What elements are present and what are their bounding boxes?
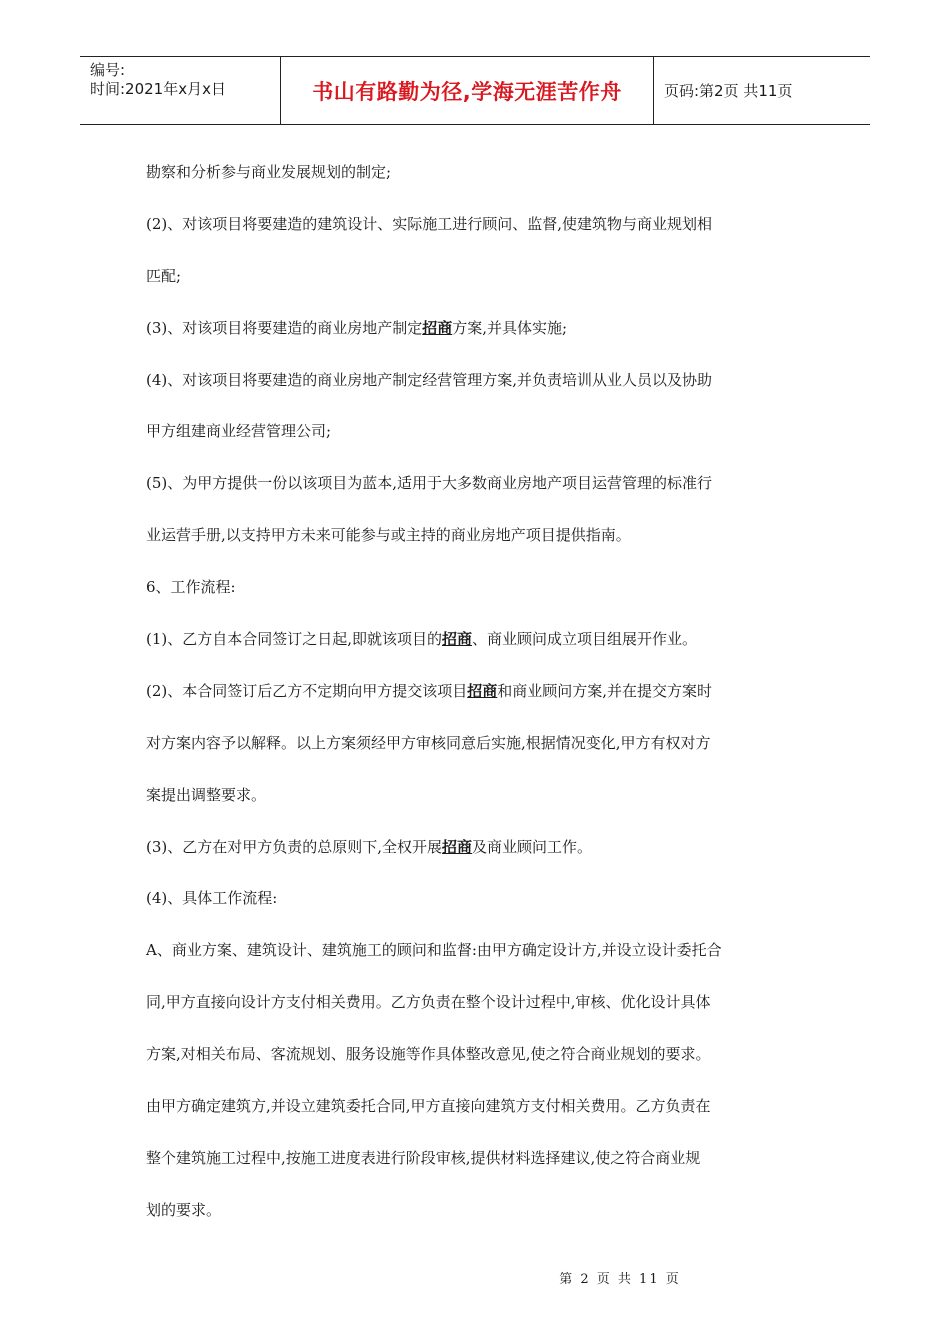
text-line: [146, 407, 816, 459]
text-line: [146, 200, 816, 252]
underlined-term: 招商: [467, 681, 498, 700]
text-line: [146, 459, 816, 511]
text-segment: (4)、对该项目将要建造的商业房地产制定经营管理方案,并负责培训从业人员以及协助: [146, 370, 713, 389]
text-line: [146, 304, 816, 356]
text-segment: 划的要求。: [146, 1200, 222, 1219]
text-line: [146, 719, 816, 771]
text-segment: 由甲方确定建筑方,并设立建筑委托合同,甲方直接向建筑方支付相关费用。乙方负责在: [146, 1097, 711, 1116]
text-line: [146, 563, 816, 615]
underlined-term: 招商: [442, 837, 473, 856]
text-line: [146, 252, 816, 304]
text-segment: 和商业顾问方案,并在提交方案时: [497, 681, 713, 700]
text-line: [146, 615, 816, 667]
text-segment: (3)、乙方在对甲方负责的总原则下,全权开展: [146, 837, 443, 856]
text-segment: 甲方组建商业经营管理公司;: [146, 422, 332, 441]
header-meta: [80, 57, 281, 124]
text-segment: 勘察和分析参与商业发展规划的制定;: [146, 163, 392, 181]
text-line: [146, 511, 816, 563]
text-segment: 整个建筑施工过程中,按施工进度表进行阶段审核,提供材料选择建议,使之符合商业规: [146, 1148, 701, 1167]
text-segment: (2)、本合同签订后乙方不定期向甲方提交该项目: [146, 681, 468, 700]
time-label: 时间:2021年x月x日: [90, 80, 226, 98]
text-segment: A、商业方案、建筑设计、建筑施工的顾问和监督:由甲方确定设计方,并设立设计委托合: [146, 941, 722, 960]
text-segment: 、商业顾问成立项目组展开作业。: [472, 630, 698, 649]
text-segment: 6、工作流程:: [146, 578, 236, 597]
text-line: [146, 1186, 816, 1238]
text-segment: 业运营手册,以支持甲方未来可能参与或主持的商业房地产项目提供指南。: [146, 526, 631, 545]
text-line: [146, 823, 816, 875]
text-segment: (1)、乙方自本合同签订之日起,即就该项目的: [146, 630, 443, 649]
text-line: [146, 874, 816, 926]
header-motto: 书山有路勤为径,学海无涯苦作舟: [281, 57, 654, 124]
text-line: [146, 1082, 816, 1134]
text-line: [146, 1134, 816, 1186]
page-footer: 第 2 页 共 11 页: [559, 1272, 681, 1287]
text-line: [146, 148, 816, 200]
text-segment: 匹配;: [146, 266, 182, 285]
underlined-term: 招商: [422, 318, 453, 337]
document-body: [146, 148, 816, 1238]
text-segment: 案提出调整要求。: [146, 785, 267, 804]
text-segment: (4)、具体工作流程:: [146, 889, 278, 908]
text-segment: (2)、对该项目将要建造的建筑设计、实际施工进行顾问、监督,使建筑物与商业规划相: [146, 214, 713, 233]
number-label: 编号:: [90, 61, 126, 79]
header-page-info: 页码:第2页 共11页: [664, 82, 793, 100]
text-line: [146, 978, 816, 1030]
underlined-term: 招商: [442, 630, 473, 649]
text-line: [146, 356, 816, 408]
text-segment: (3)、对该项目将要建造的商业房地产制定: [146, 318, 423, 337]
text-segment: 对方案内容予以解释。以上方案须经甲方审核同意后实施,根据情况变化,甲方有权对方: [146, 733, 711, 752]
text-segment: 方案,对相关布局、客流规划、服务设施等作具体整改意见,使之符合商业规划的要求。: [146, 1045, 711, 1064]
text-segment: 及商业顾问工作。: [472, 837, 593, 856]
page-header: [80, 56, 870, 125]
text-segment: 同,甲方直接向设计方支付相关费用。乙方负责在整个设计过程中,审核、优化设计具体: [146, 993, 711, 1012]
text-line: [146, 667, 816, 719]
text-segment: (5)、为甲方提供一份以该项目为蓝本,适用于大多数商业房地产项目运营管理的标准行: [146, 474, 713, 493]
text-line: [146, 771, 816, 823]
text-segment: 方案,并具体实施;: [452, 318, 568, 337]
text-line: [146, 926, 816, 978]
text-line: [146, 1030, 816, 1082]
